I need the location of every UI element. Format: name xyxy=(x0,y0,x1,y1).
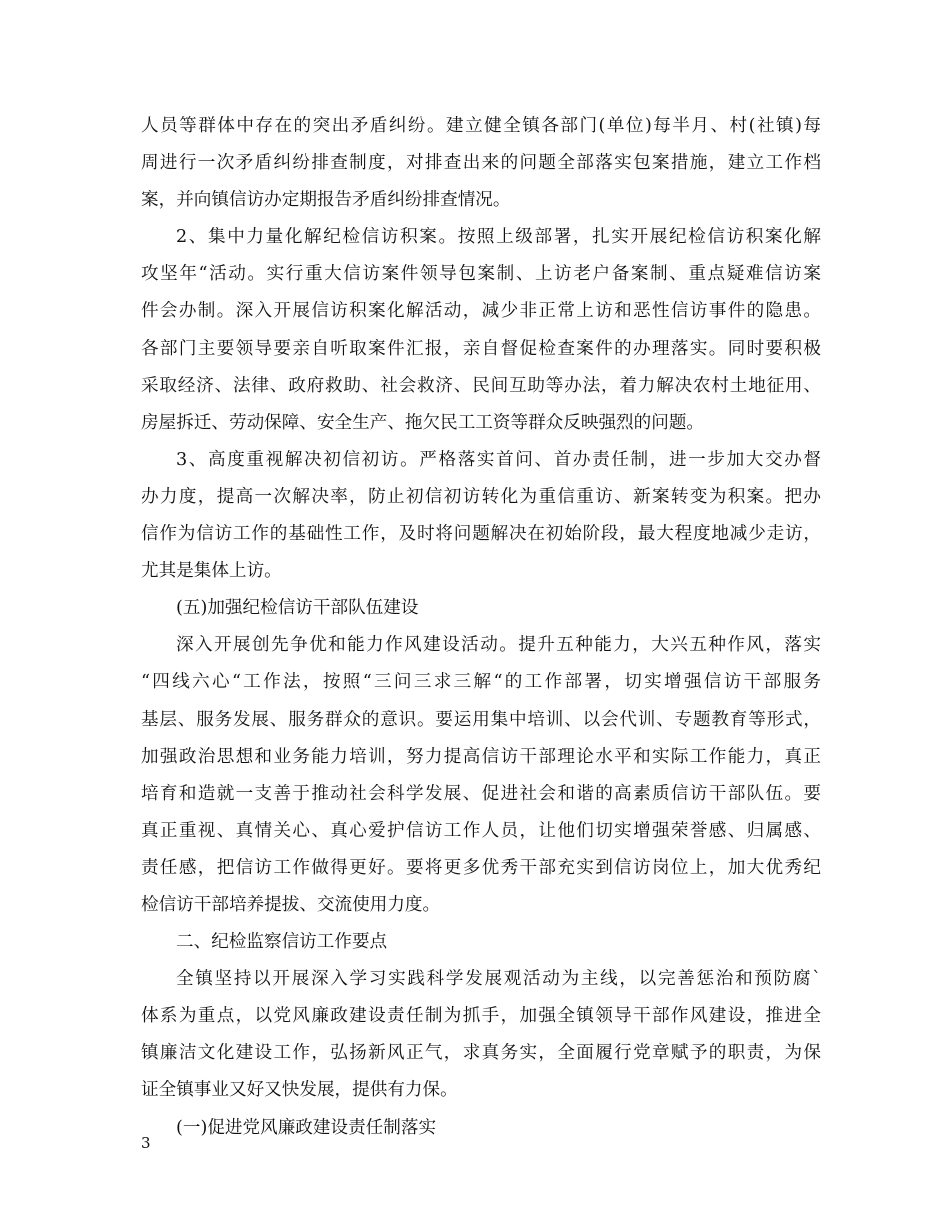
text-line: 办力度，提高一次解决率，防止初信初访转化为重信重访、新案转变为积案。把办 xyxy=(141,486,821,507)
text-line: 各部门主要领导要亲自听取案件汇报，亲自督促检查案件的办理落实。同时要积极 xyxy=(141,338,821,359)
text-line: (五)加强纪检信访干部队伍建设 xyxy=(176,598,419,619)
text-line: 基层、服务发展、服务群众的意识。要运用集中培训、以会代训、专题教育等形式， xyxy=(141,709,821,730)
text-line: 责任感，把信访工作做得更好。要将更多优秀干部充实到信访岗位上，加大优秀纪 xyxy=(141,857,821,878)
text-line: 检信访干部培养提拔、交流使用力度。 xyxy=(141,894,441,915)
text-line: 人员等群体中存在的突出矛盾纠纷。建立健全镇各部门(单位)每半月、村(社镇)每 xyxy=(141,116,821,136)
text-line: 镇廉洁文化建设工作，弘扬新风正气，求真务实，全面履行党章赋予的职责，为保 xyxy=(141,1043,821,1064)
text-line: 尤其是集体上访。 xyxy=(141,561,282,582)
text-line: 全镇坚持以开展深入学习实践科学发展观活动为主线，以完善惩治和预防腐` xyxy=(176,969,821,990)
text-line: 2、集中力量化解纪检信访积案。按照上级部署，扎实开展纪检信访积案化解 xyxy=(176,227,821,248)
text-line: 信作为信访工作的基础性工作，及时将问题解决在初始阶段，最大程度地减少走访， xyxy=(141,524,821,545)
text-line: 件会办制。深入开展信访积案化解活动，减少非正常上访和恶性信访事件的隐患。 xyxy=(141,301,821,322)
text-line: 房屋拆迁、劳动保障、安全生产、拖欠民工工资等群众反映强烈的问题。 xyxy=(141,412,705,433)
text-line: “四线六心“工作法，按照“三问三求三解“的工作部署，切实增强信访干部服务 xyxy=(141,672,821,693)
text-line: 周进行一次矛盾纠纷排查制度，对排查出来的问题全部落实包案措施，建立工作档 xyxy=(141,153,821,174)
text-line: 案，并向镇信访办定期报告矛盾纠纷排查情况。 xyxy=(141,190,511,211)
page-number: 3 xyxy=(141,1134,151,1152)
text-line: 深入开展创先争优和能力作风建设活动。提升五种能力，大兴五种作风，落实 xyxy=(176,635,821,656)
text-line: 3、高度重视解决初信初访。严格落实首问、首办责任制，进一步加大交办督 xyxy=(176,449,821,470)
text-line: (一)促进党风廉政建设责任制落实 xyxy=(176,1117,437,1138)
text-line: 二、纪检监察信访工作要点 xyxy=(176,932,388,953)
text-line: 加强政治思想和业务能力培训，努力提高信访干部理论水平和实际工作能力，真正 xyxy=(141,746,821,767)
text-line: 采取经济、法律、政府救助、社会救济、民间互助等办法，着力解决农村土地征用、 xyxy=(141,375,821,396)
text-line: 真正重视、真情关心、真心爱护信访工作人员，让他们切实增强荣誉感、归属感、 xyxy=(141,820,821,841)
text-line: 证全镇事业又好又快发展，提供有力保。 xyxy=(141,1080,458,1101)
document-body xyxy=(141,108,821,1147)
text-line: 培育和造就一支善于推动社会科学发展、促进社会和谐的高素质信访干部队伍。要 xyxy=(141,783,821,804)
text-line: 体系为重点，以党风廉政建设责任制为抓手，加强全镇领导干部作风建设，推进全 xyxy=(141,1006,821,1027)
text-line: 攻坚年“活动。实行重大信访案件领导包案制、上访老户备案制、重点疑难信访案 xyxy=(141,264,821,285)
